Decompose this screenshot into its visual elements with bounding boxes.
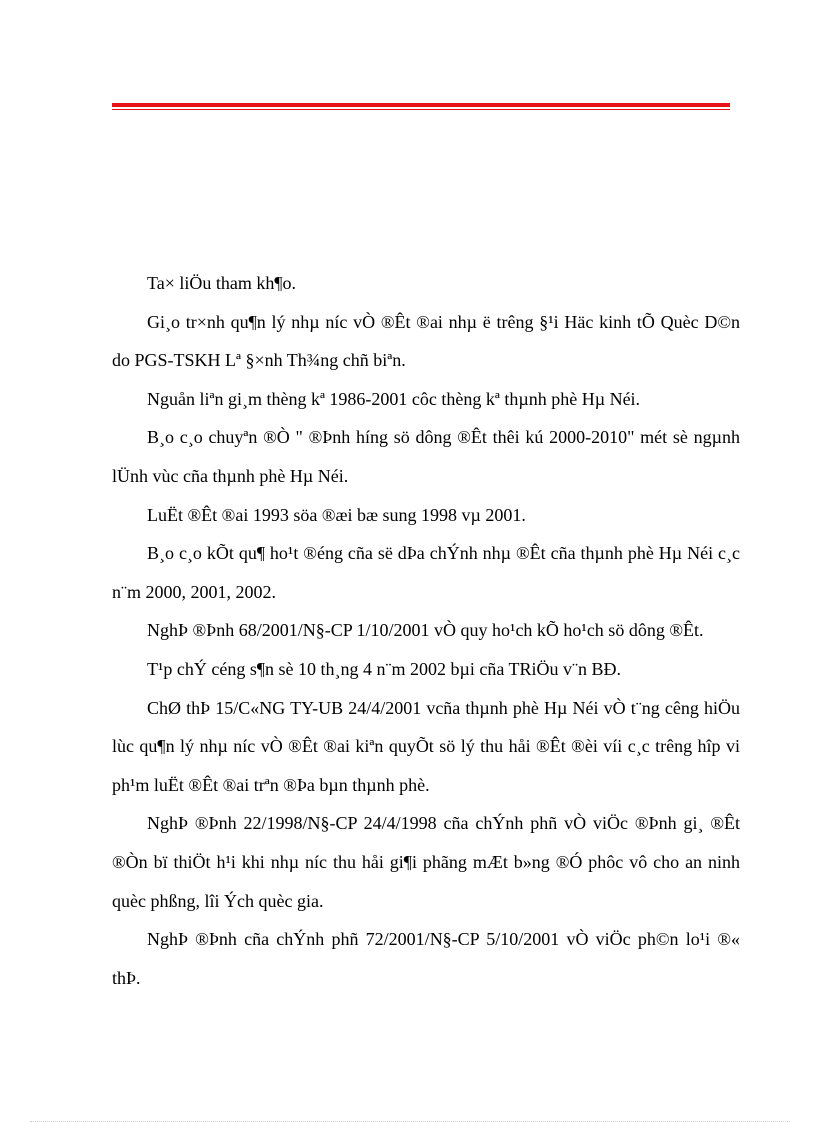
header-rule-thin bbox=[112, 109, 730, 110]
reference-item: T¹p chÝ céng s¶n sè 10 th¸ng 4 n¨m 2002 bµi cña TRiÖu v¨n BÐ. bbox=[147, 658, 622, 679]
reference-item: ChØ thÞ 15/C«NG TY-UB 24/4/2001 vcña thµnh phè Hµ Néi vÒ t¨ng cêng hiÖu lùc qu¶n lý nhµ níc vÒ ®Êt ®ai kiªn quyÕt sö lý thu håi ®Êt ®èi víi c¸c trêng hîp vi ph¹m luËt ®Êt ®ai trªn ®Þa bµn thµnh phè. bbox=[112, 697, 740, 795]
document-body bbox=[112, 264, 740, 997]
reference-item: NghÞ ®Þnh 22/1998/N§-CP 24/4/1998 cña chÝnh phñ vÒ viÖc ®Þnh gi¸ ®Êt ®Òn bï thiÖt h¹i khi nhµ níc thu håi gi¶i phãng mÆt b»ng ®Ó phôc vô cho an ninh quèc phßng, lîi Ých quèc gia. bbox=[112, 813, 740, 911]
reference-item: Nguån liªn gi¸m thèng kª 1986-2001 côc thèng kª thµnh phè Hµ Néi. bbox=[147, 388, 641, 409]
reference-item: NghÞ ®Þnh cña chÝnh phñ 72/2001/N§-CP 5/10/2001 vÒ viÖc ph©n lo¹i ®« thÞ. bbox=[112, 929, 740, 988]
reference-item: B¸o c¸o kÕt qu¶ ho¹t ®éng cña së dÞa chÝnh nhµ ®Êt cña thµnh phè Hµ Néi c¸c n¨m 2000, 2001, 2002. bbox=[112, 543, 740, 602]
reference-item: B¸o c¸o chuyªn ®Ò " ®Þnh híng sö dông ®Êt thêi kú 2000-2010" mét sè ngµnh lÜnh vùc cña thµnh phè Hµ Néi. bbox=[112, 427, 740, 486]
reference-item: Gi¸o tr×nh qu¶n lý nhµ níc vÒ ®Êt ®ai nhµ ë trêng §¹i Häc kinh tÕ Quèc D©n do PGS-TSKH Lª §×nh Th¾ng chñ biªn. bbox=[112, 311, 740, 371]
reference-item: NghÞ ®Þnh 68/2001/N§-CP 1/10/2001 vÒ quy ho¹ch kÕ ho¹ch sö dông ®Êt. bbox=[147, 620, 704, 641]
header-rule bbox=[112, 103, 730, 107]
page-bottom-border bbox=[30, 1121, 790, 1122]
reference-item: LuËt ®Êt ®ai 1993 söa ®æi bæ sung 1998 vµ 2001. bbox=[147, 504, 526, 525]
section-heading: Ta× liÖu tham kh¶o. bbox=[147, 273, 297, 293]
